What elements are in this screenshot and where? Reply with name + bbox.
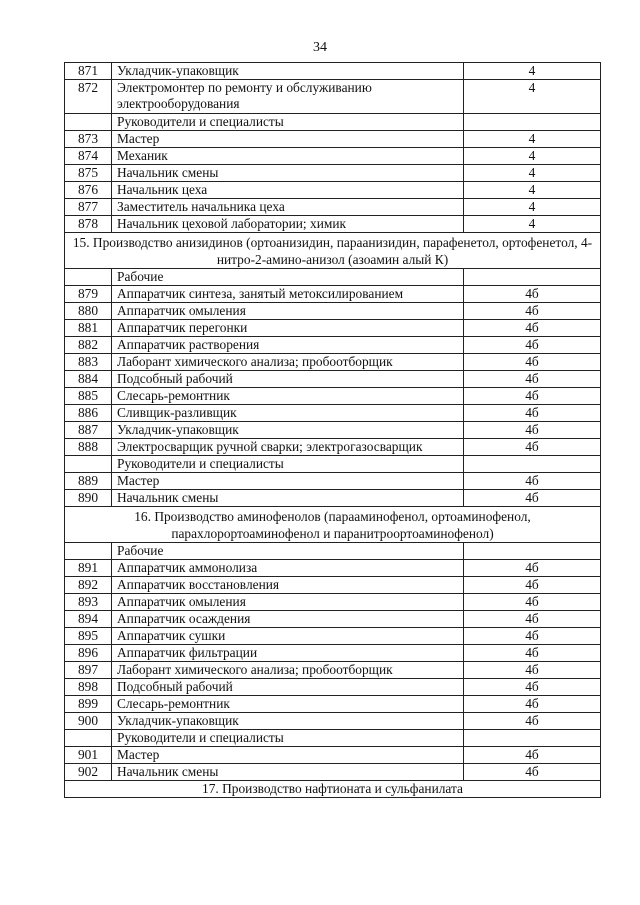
profession-name: Лаборант химического анализа; пробоотборщик — [112, 662, 464, 679]
profession-name: Начальник цеховой лаборатории; химик — [112, 216, 464, 233]
profession-name: Слесарь-ремонтник — [112, 388, 464, 405]
row-number: 880 — [65, 303, 112, 320]
profession-name: Электромонтер по ремонту и обслуживанию электрооборудования — [112, 80, 464, 114]
table-row — [65, 490, 601, 507]
row-number: 899 — [65, 696, 112, 713]
profession-name: Мастер — [112, 747, 464, 764]
row-number: 876 — [65, 182, 112, 199]
list-code: 4б — [464, 628, 601, 645]
table-row — [65, 679, 601, 696]
profession-name: Аппаратчик синтеза, занятый метоксилированием — [112, 286, 464, 303]
row-number: 871 — [65, 63, 112, 80]
table-row — [65, 422, 601, 439]
profession-name: Лаборант химического анализа; пробоотборщик — [112, 354, 464, 371]
row-number: 897 — [65, 662, 112, 679]
profession-name: Начальник смены — [112, 165, 464, 182]
list-code: 4 — [464, 63, 601, 80]
list-code: 4б — [464, 388, 601, 405]
list-code: 4б — [464, 594, 601, 611]
subheading-row — [65, 543, 601, 560]
row-number: 900 — [65, 713, 112, 730]
row-number: 875 — [65, 165, 112, 182]
profession-name: Механик — [112, 148, 464, 165]
table-row — [65, 63, 601, 80]
list-code: 4б — [464, 286, 601, 303]
list-code: 4 — [464, 216, 601, 233]
profession-name: Аппаратчик сушки — [112, 628, 464, 645]
list-code: 4б — [464, 764, 601, 781]
list-code — [464, 730, 601, 747]
row-number: 901 — [65, 747, 112, 764]
table-row — [65, 560, 601, 577]
profession-name: Укладчик-упаковщик — [112, 63, 464, 80]
table-row — [65, 696, 601, 713]
row-number: 885 — [65, 388, 112, 405]
profession-name: Начальник смены — [112, 490, 464, 507]
table-row — [65, 216, 601, 233]
row-number: 886 — [65, 405, 112, 422]
row-number — [65, 456, 112, 473]
list-code: 4 — [464, 165, 601, 182]
profession-name: Укладчик-упаковщик — [112, 422, 464, 439]
subheading-label: Рабочие — [112, 543, 464, 560]
list-code: 4 — [464, 148, 601, 165]
profession-name: Аппаратчик омыления — [112, 594, 464, 611]
table-row — [65, 371, 601, 388]
list-code: 4б — [464, 611, 601, 628]
table-row — [65, 713, 601, 730]
row-number: 882 — [65, 337, 112, 354]
table-row — [65, 577, 601, 594]
subheading-row — [65, 114, 601, 131]
table-row — [65, 303, 601, 320]
list-code: 4б — [464, 337, 601, 354]
list-code: 4б — [464, 422, 601, 439]
profession-name: Мастер — [112, 473, 464, 490]
list-code — [464, 543, 601, 560]
row-number: 893 — [65, 594, 112, 611]
list-code: 4 — [464, 131, 601, 148]
table-row — [65, 628, 601, 645]
list-code: 4б — [464, 747, 601, 764]
row-number: 896 — [65, 645, 112, 662]
row-number: 895 — [65, 628, 112, 645]
row-number: 874 — [65, 148, 112, 165]
row-number: 883 — [65, 354, 112, 371]
table-row — [65, 148, 601, 165]
row-number: 887 — [65, 422, 112, 439]
row-number: 888 — [65, 439, 112, 456]
table-row — [65, 165, 601, 182]
section-heading-row — [65, 507, 601, 543]
table-row — [65, 286, 601, 303]
row-number: 873 — [65, 131, 112, 148]
list-code: 4б — [464, 320, 601, 337]
row-number: 892 — [65, 577, 112, 594]
subheading-row — [65, 269, 601, 286]
list-code: 4б — [464, 645, 601, 662]
list-code: 4б — [464, 490, 601, 507]
table-row — [65, 439, 601, 456]
profession-name: Аппаратчик перегонки — [112, 320, 464, 337]
profession-name: Начальник цеха — [112, 182, 464, 199]
profession-name: Электросварщик ручной сварки; электрогазосварщик — [112, 439, 464, 456]
row-number: 872 — [65, 80, 112, 114]
profession-name: Сливщик-разливщик — [112, 405, 464, 422]
section-heading-row — [65, 233, 601, 269]
table-row — [65, 405, 601, 422]
section-heading: 16. Производство аминофенолов (парааминофенол, ортоаминофенол, парахлорортоаминофенол и паранитроортоаминофенол) — [65, 507, 601, 543]
table-row — [65, 337, 601, 354]
table-row — [65, 199, 601, 216]
profession-name: Подсобный рабочий — [112, 371, 464, 388]
table-row — [65, 747, 601, 764]
profession-name: Заместитель начальника цеха — [112, 199, 464, 216]
list-code: 4б — [464, 303, 601, 320]
profession-name: Укладчик-упаковщик — [112, 713, 464, 730]
table-row — [65, 764, 601, 781]
row-number: 884 — [65, 371, 112, 388]
table-row — [65, 594, 601, 611]
row-number: 898 — [65, 679, 112, 696]
row-number: 894 — [65, 611, 112, 628]
row-number: 881 — [65, 320, 112, 337]
section-heading: 17. Производство нафтионата и сульфанилата — [65, 781, 601, 798]
row-number — [65, 269, 112, 286]
table-row — [65, 131, 601, 148]
row-number: 878 — [65, 216, 112, 233]
row-number: 891 — [65, 560, 112, 577]
profession-name: Подсобный рабочий — [112, 679, 464, 696]
profession-table — [64, 62, 601, 798]
subheading-label: Рабочие — [112, 269, 464, 286]
table-row — [65, 320, 601, 337]
profession-name: Аппаратчик фильтрации — [112, 645, 464, 662]
list-code: 4б — [464, 371, 601, 388]
list-code: 4б — [464, 473, 601, 490]
table-row — [65, 662, 601, 679]
row-number — [65, 543, 112, 560]
section-heading-row — [65, 781, 601, 798]
row-number: 877 — [65, 199, 112, 216]
table-row — [65, 473, 601, 490]
list-code: 4б — [464, 439, 601, 456]
row-number — [65, 114, 112, 131]
row-number: 902 — [65, 764, 112, 781]
table-row — [65, 611, 601, 628]
profession-name: Аппаратчик омыления — [112, 303, 464, 320]
profession-name: Мастер — [112, 131, 464, 148]
subheading-label: Руководители и специалисты — [112, 114, 464, 131]
profession-name: Аппаратчик осаждения — [112, 611, 464, 628]
subheading-row — [65, 456, 601, 473]
list-code: 4б — [464, 679, 601, 696]
row-number — [65, 730, 112, 747]
list-code: 4 — [464, 199, 601, 216]
profession-name: Аппаратчик аммонолиза — [112, 560, 464, 577]
subheading-row — [65, 730, 601, 747]
table-row — [65, 354, 601, 371]
list-code: 4б — [464, 560, 601, 577]
row-number: 890 — [65, 490, 112, 507]
list-code: 4б — [464, 577, 601, 594]
list-code — [464, 456, 601, 473]
subheading-label: Руководители и специалисты — [112, 730, 464, 747]
profession-name: Начальник смены — [112, 764, 464, 781]
list-code — [464, 269, 601, 286]
list-code: 4 — [464, 80, 601, 114]
table-row — [65, 80, 601, 114]
profession-name: Слесарь-ремонтник — [112, 696, 464, 713]
list-code: 4б — [464, 354, 601, 371]
subheading-label: Руководители и специалисты — [112, 456, 464, 473]
list-code: 4б — [464, 713, 601, 730]
row-number: 879 — [65, 286, 112, 303]
table-row — [65, 182, 601, 199]
profession-name: Аппаратчик восстановления — [112, 577, 464, 594]
list-code — [464, 114, 601, 131]
table-row — [65, 388, 601, 405]
list-code: 4б — [464, 405, 601, 422]
section-heading: 15. Производство анизидинов (ортоанизидин, параанизидин, парафенетол, ортофенетол, 4-нитро-2-амино-анизол (азоамин алый К) — [65, 233, 601, 269]
list-code: 4 — [464, 182, 601, 199]
list-code: 4б — [464, 662, 601, 679]
page-number: 34 — [313, 40, 327, 55]
table-body — [65, 63, 601, 798]
list-code: 4б — [464, 696, 601, 713]
profession-name: Аппаратчик растворения — [112, 337, 464, 354]
row-number: 889 — [65, 473, 112, 490]
table-row — [65, 645, 601, 662]
